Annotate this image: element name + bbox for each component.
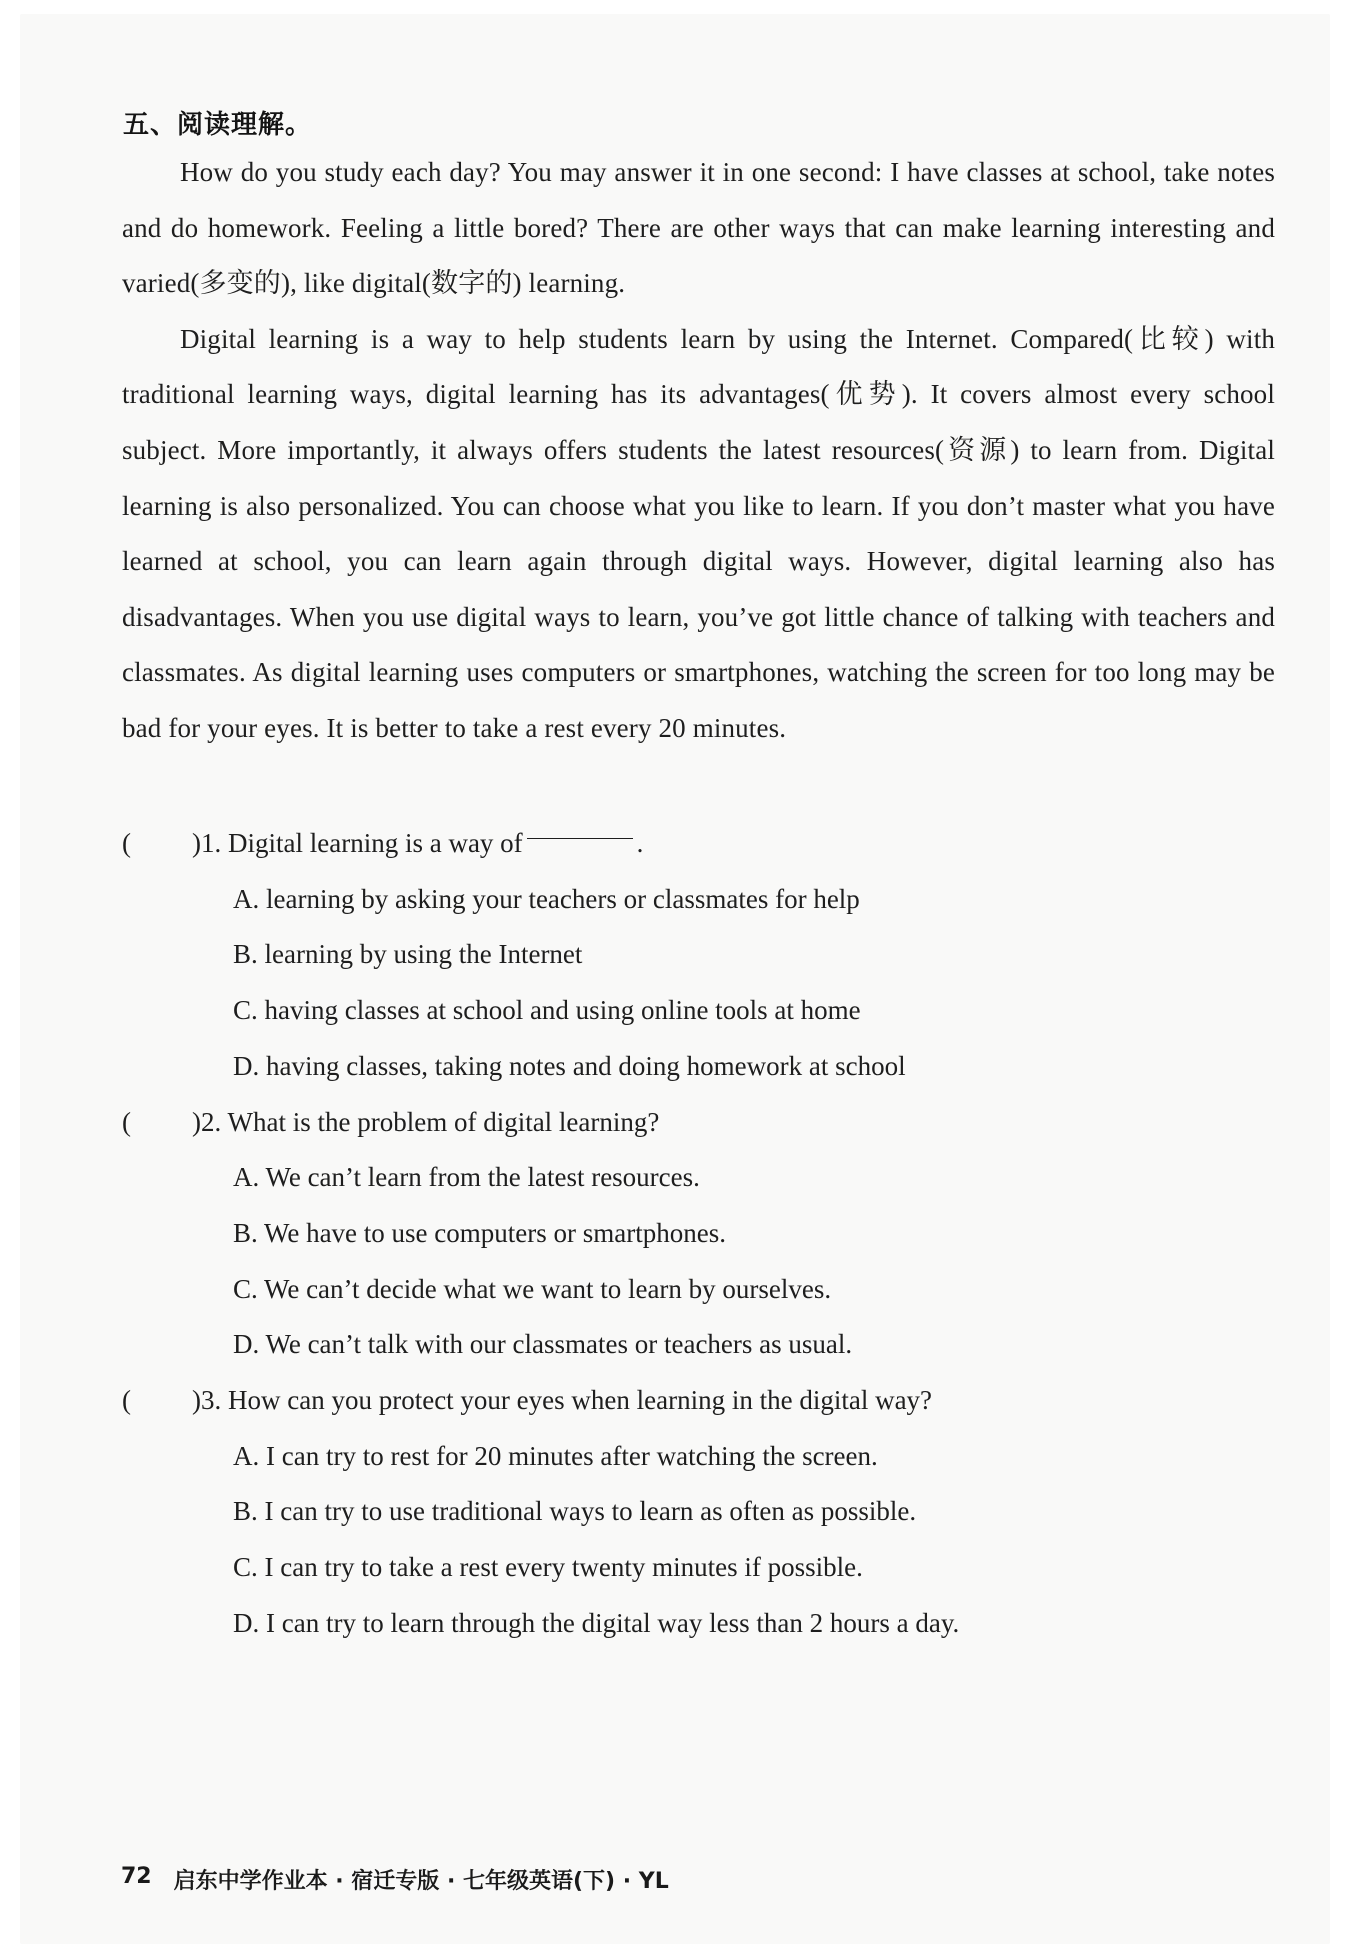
page-footer	[121, 1864, 669, 1895]
question-stem-end: .	[636, 828, 644, 858]
option-d[interactable]: D. I can try to learn through the digital way less than 2 hours a day.	[233, 1607, 960, 1638]
question-1	[122, 816, 1275, 872]
answer-bracket-close: )	[192, 828, 201, 858]
option-a[interactable]: A. I can try to rest for 20 minutes after watching the screen.	[233, 1440, 878, 1471]
option-c[interactable]: C. I can try to take a rest every twenty minutes if possible.	[233, 1552, 863, 1583]
option-b[interactable]: B. We have to use computers or smartphones.	[233, 1217, 726, 1248]
option-c[interactable]: C. having classes at school and using online tools at home	[233, 995, 861, 1026]
option-d[interactable]: D. having classes, taking notes and doing homework at school	[233, 1050, 906, 1081]
option-a[interactable]: A. learning by asking your teachers or classmates for help	[233, 883, 860, 914]
option-b[interactable]: B. learning by using the Internet	[233, 939, 583, 970]
question-stem: 2. What is the problem of digital learning?	[201, 1106, 660, 1137]
passage-paragraph: Digital learning is a way to help students learn by using the Internet. Compared(比较) with traditional learning ways, digital learning has its advantages(优势). It covers almost every school subject. More importantly, it always offers students the latest resources(资源) to learn from. Digital learning is also personalized. You can choose what you like to learn. If you don’t master what you have learned at school, you can learn again through digital ways. However, digital learning also has disadvantages. When you use digital ways to learn, you’ve got little chance of talking with teachers and classmates. As digital learning uses computers or smartphones, watching the screen for too long may be bad for your eyes. It is better to take a rest every 20 minutes.	[122, 323, 1275, 743]
answer-bracket-close: )	[192, 1385, 201, 1416]
passage-paragraph: How do you study each day? You may answer it in one second: I have classes at school, take notes and do homework. Feeling a little bored? There are other ways that can make learning interesting and varied(多变的), like digital(数字的) learning.	[122, 157, 1275, 299]
option-a[interactable]: A. We can’t learn from the latest resources.	[233, 1162, 700, 1193]
question-list	[122, 816, 1275, 1652]
page-number: 72	[121, 1864, 152, 1889]
fill-in-blank[interactable]	[527, 816, 633, 839]
option-c[interactable]: C. We can’t decide what we want to learn by ourselves.	[233, 1273, 832, 1304]
section-title: 五、阅读理解。	[123, 110, 313, 140]
answer-bracket-open[interactable]: (	[122, 1106, 131, 1137]
book-title: 启东中学作业本 · 宿迁专版 · 七年级英语(下) · YL	[173, 1869, 669, 1894]
question-stem: 1. Digital learning is a way of	[201, 828, 523, 858]
option-b[interactable]: B. I can try to use traditional ways to learn as often as possible.	[233, 1496, 917, 1527]
answer-bracket-close: )	[192, 1106, 201, 1137]
reading-passage	[122, 145, 1275, 757]
question-2	[122, 1095, 1275, 1151]
question-3	[122, 1373, 1275, 1429]
question-stem: 3. How can you protect your eyes when learning in the digital way?	[201, 1385, 933, 1416]
option-d[interactable]: D. We can’t talk with our classmates or teachers as usual.	[233, 1329, 853, 1360]
answer-bracket-open[interactable]: (	[122, 1385, 131, 1416]
answer-bracket-open[interactable]: (	[122, 828, 131, 858]
